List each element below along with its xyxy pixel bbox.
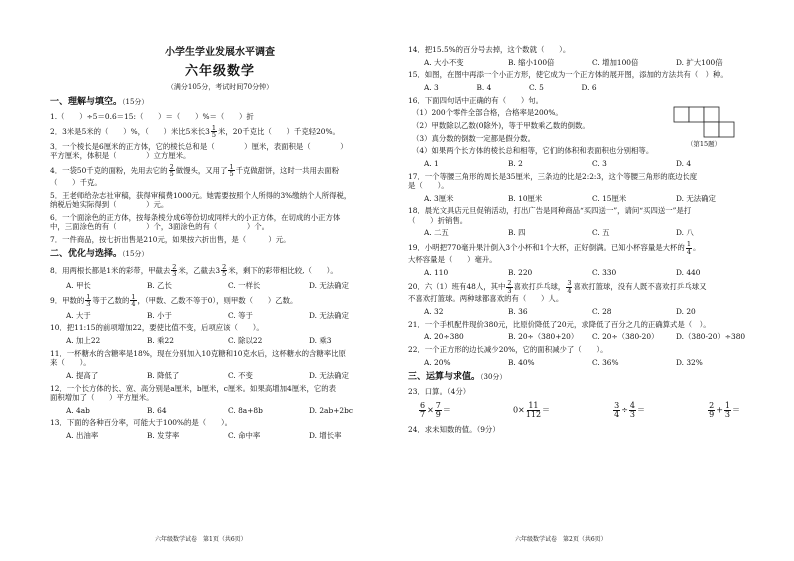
question-16-statement-4: （4）如果两个长方体的棱长总和相等，它们的体积和表面积也分别相等。 bbox=[412, 146, 654, 156]
question-21: 21．一个手机配件现价380元，比原价降低了20元，求降低了百分之几的正确算式是（ ）。 bbox=[408, 319, 711, 329]
cube-net-figure bbox=[673, 106, 735, 138]
question-7: 7．一件商品，按七折出售是210元，如果按六折出售，是（ ）元。 bbox=[50, 234, 291, 244]
question-13-options: A. 出油率 B. 发芽率 C. 命中率 D. 增长率 bbox=[66, 430, 342, 440]
question-17-options: A. 3厘米 B. 10厘米 C. 15厘米 D. 无法确定 bbox=[424, 193, 716, 203]
question-4: 4．一袋50千克的面粉，先用去它的 $\frac{2}{5}$ 做馒头，又用了 $\frac{1}{5}$ 千克做甜饼，这时一共用去面粉 （ ）千克。 bbox=[50, 162, 340, 187]
question-20-options: A. 32 B. 36 C. 28 D. 20 bbox=[424, 307, 696, 317]
net-square bbox=[674, 107, 689, 122]
question-22: 22．一个正方形的边长减少20%，它的面积减少了（ ）。 bbox=[408, 345, 608, 355]
question-1: 1.（ ）÷5＝0.6＝15:（ ）＝（ ）%＝（ ）折 bbox=[50, 111, 254, 121]
question-11-options: A. 提高了 B. 降低了 C. 不变 D. 无法确定 bbox=[66, 370, 349, 380]
question-9-options: A. 大于 B. 小于 C. 等于 D. 无法确定 bbox=[66, 310, 349, 320]
question-11: 11．一杯糖水的含糖率是18%，现在分别加入10克糖和10克水后，这杯糖水的含糖率比原 来（ ）。 bbox=[50, 348, 346, 368]
question-10: 10．把11:15的前项增加22，要使比值不变，后项应该（ ）。 bbox=[50, 323, 264, 333]
survey-title: 小学生学业发展水平调查 bbox=[165, 47, 275, 58]
question-20: 20．六（1）班有48人，其中 $\frac{2}{3}$ 喜欢打乒乓球， $\frac{3}{4}$ 喜欢打篮球，没有人既不喜欢打乒乓球又 不喜欢打篮球。两种球都喜欢的有（ ）人。 bbox=[408, 279, 707, 304]
question-12-options: A. 4ab B. 64 C. 8a+8b D. 2ab+2bc bbox=[66, 405, 353, 415]
question-14: 14．把15.5%的百分号去掉，这个数就（ ）。 bbox=[408, 45, 571, 54]
question-14-options: A. 大小不变 B. 缩小100倍 C. 增加100倍 D. 扩大100倍 bbox=[424, 57, 723, 67]
question-17: 17．一个等腰三角形的周长是35厘米，三条边的比是2:2:3，这个等腰三角形的底边长度 是（ ）。 bbox=[408, 171, 698, 191]
calc-3: $\frac{3}{4}$ ÷ $\frac{4}{3}$ ＝ bbox=[614, 401, 646, 420]
subject-title: 六年级数学 bbox=[184, 63, 255, 79]
question-19-options: A. 110 B. 220 C. 330 D. 440 bbox=[424, 267, 701, 277]
question-12: 12．一个长方体的长、宽、高分别是a厘米，b厘米，c厘米。如果高增加4厘米，它的表 面积增加了（ ）平方厘米。 bbox=[50, 383, 337, 402]
question-16-options: A. 1 B. 2 C. 3 D. 4 bbox=[424, 158, 692, 168]
question-10-options: A. 加上22 B. 乘22 C. 除以22 D. 乘3 bbox=[66, 336, 332, 346]
question-18-options: A. 二五 B. 四 C. 五 D. 八 bbox=[424, 228, 694, 238]
question-22-options: A. 20% B. 40% C. 36% D. 32% bbox=[424, 357, 703, 367]
question-21-options: A. 20÷380 B. 20÷（380+20） C. 20÷（380-20） D.（380-20）÷380 bbox=[424, 332, 746, 342]
net-square bbox=[704, 107, 719, 122]
question-5: 5．王老师给杂志社审稿，获得审稿费1000元。她需要按照个人所得的3%缴纳个人所得税， 纳税后她实际得到（ ）元。 bbox=[50, 190, 352, 209]
question-16-statement-3: （3）真分数的倒数一定都是假分数。 bbox=[412, 133, 535, 143]
question-19: 19．小明把770毫升果汁倒入3个小杯和1个大杯，正好倒满。已知小杯容量是大杯的 $\frac{1}{4}$ 。 大杯容量是（ ）毫升。 bbox=[408, 240, 701, 265]
question-16-statement-1: （1）200个零件全部合格，合格率是200%。 bbox=[412, 108, 563, 118]
left-page-footer: 六年级数学试卷 第1页（共6页） bbox=[155, 536, 247, 543]
exam-meta: （满分105分，考试时间70分钟） bbox=[166, 83, 274, 92]
figure-caption: （第15题） bbox=[686, 140, 722, 148]
net-square bbox=[689, 107, 704, 122]
right-column bbox=[408, 45, 760, 438]
question-24: 24．求未知数的值。（9分） bbox=[408, 425, 500, 435]
mental-math-row bbox=[418, 402, 740, 419]
question-15-options: A. 3 B. 4 C. 5 D. 6 bbox=[424, 82, 597, 92]
question-6: 6．一个面涂色的正方体，按每条棱分成6等份切成同样大的小正方体，在切成的小正方体 中，三面涂色的有（ ）个，3面涂色的有（ ）个。 bbox=[50, 212, 341, 232]
section-3-heading: 三、运算与求值。（30分） bbox=[408, 372, 507, 383]
question-8-options: A. 甲长 B. 乙长 C. 一样长 D. 无法确定 bbox=[66, 280, 349, 290]
question-23: 23．口算。（4分） bbox=[408, 386, 471, 396]
question-16-statement-2: （2）甲数除以乙数(0除外)，等于甲数乘乙数的倒数。 bbox=[412, 120, 590, 130]
question-15: 15．如图，在图中再添一个小正方形，使它成为一个正方体的展开图，添加的方法共有（ ）种。 bbox=[408, 70, 728, 80]
net-square bbox=[704, 122, 719, 137]
question-18: 18．晨光文具店元旦促销活动，打出广告是同种商品“买四送一”，请问“买四送一”是打 （ ）折销售。 bbox=[408, 206, 692, 225]
calc-1: $\frac{6}{7}$ × $\frac{7}{9}$ ＝ bbox=[420, 401, 451, 420]
question-8: 8．用两根长都是1米的彩带，甲截去 $\frac{2}{3}$ 米，乙截去3 $\frac{2}{5}$ 米，剩下的彩带相比较,（ ）。 bbox=[50, 262, 338, 279]
right-page-footer: 六年级数学试卷 第2页（共6页） bbox=[515, 536, 607, 543]
question-2: 2．3米是5米的（ ）%，（ ）米比5米长3 $\frac{1}{5}$ 米，20千克比（ ）千克轻20%。 bbox=[50, 123, 340, 140]
calc-4: $\frac{2}{9}$ + $\frac{1}{3}$ ＝ bbox=[709, 401, 740, 420]
section-2-heading: 二、优化与选择。（15分） bbox=[50, 249, 149, 260]
section-1-heading: 一、理解与填空。（15分） bbox=[50, 97, 149, 108]
question-9: 9．甲数的 $\frac{1}{3}$ 等于乙数的 $\frac{1}{4}$ ，（甲数、乙数不等于0），则甲数（ ）乙数。 bbox=[50, 292, 298, 309]
net-square bbox=[719, 122, 734, 137]
question-13: 13．下面的各种百分率，可能大于100%的是（ ）。 bbox=[50, 418, 233, 428]
left-column bbox=[50, 0, 390, 444]
question-3: 3．一个棱长是6厘米的正方体，它的棱长总和是（ ）厘米，表面积是（ ） 平方厘米，体积是（ ）立方厘米。 bbox=[50, 141, 348, 161]
question-16: 16．下面四句话中正确的有（ ）句。 bbox=[408, 95, 544, 105]
calc-2: 0× $\frac{11}{112}$ ＝ bbox=[512, 401, 551, 420]
